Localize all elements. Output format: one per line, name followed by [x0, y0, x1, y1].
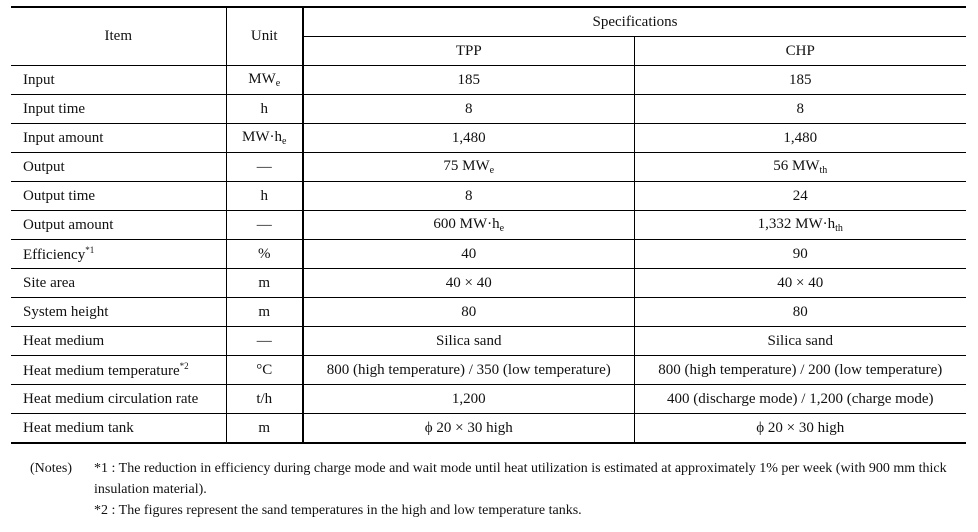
note-1-marker: *1 :	[94, 461, 116, 476]
item-cell-text: Output amount	[23, 216, 114, 233]
item-cell-footnote-mark: *1	[85, 244, 95, 255]
unit-cell-text: t/h	[256, 390, 273, 407]
chp-cell	[634, 124, 966, 153]
tpp-cell-text: ϕ 20 × 30 high	[424, 419, 513, 436]
item-cell-text: Output	[23, 158, 65, 175]
unit-cell	[226, 95, 303, 124]
chp-cell	[634, 269, 966, 298]
item-cell-text: Output time	[23, 187, 96, 204]
unit-cell	[226, 356, 303, 385]
item-cell	[11, 298, 226, 327]
unit-cell	[226, 385, 303, 414]
table-row	[11, 327, 966, 356]
unit-cell	[226, 240, 303, 269]
unit-cell	[226, 66, 303, 95]
table-row	[11, 124, 966, 153]
header-specifications: Specifications	[303, 7, 966, 37]
table-row	[11, 211, 966, 240]
chp-cell-text: ϕ 20 × 30 high	[756, 419, 845, 436]
item-cell	[11, 95, 226, 124]
tpp-cell	[303, 66, 634, 95]
item-cell-text: Heat medium temperature	[23, 362, 180, 379]
unit-cell	[226, 414, 303, 444]
chp-cell-text: 8	[796, 100, 804, 117]
table-row	[11, 95, 966, 124]
item-cell	[11, 124, 226, 153]
tpp-cell-text: 600 MW·h	[433, 216, 500, 232]
unit-cell-text: MW	[248, 71, 276, 87]
tpp-cell	[303, 298, 634, 327]
table-row	[11, 182, 966, 211]
tpp-cell-text: 1,480	[451, 129, 486, 146]
tpp-cell-text: 80	[461, 303, 477, 320]
item-cell	[11, 327, 226, 356]
table-row	[11, 298, 966, 327]
item-cell-text: Input time	[23, 100, 86, 117]
unit-cell	[226, 327, 303, 356]
chp-cell	[634, 66, 966, 95]
item-cell-text: Heat medium circulation rate	[23, 390, 199, 407]
item-cell-text: Heat medium tank	[23, 419, 134, 436]
tpp-cell	[303, 327, 634, 356]
tpp-cell	[303, 356, 634, 385]
note-1	[94, 458, 970, 500]
unit-cell-text: m	[258, 303, 271, 320]
unit-cell-text: h	[260, 187, 268, 204]
notes-label: (Notes)	[30, 461, 72, 476]
table-row	[11, 269, 966, 298]
unit-cell	[226, 269, 303, 298]
tpp-cell	[303, 385, 634, 414]
chp-cell-text: 185	[789, 71, 812, 88]
tpp-cell-text: 185	[457, 71, 480, 88]
chp-cell-text: 80	[792, 303, 808, 320]
header-tpp: TPP	[303, 37, 634, 66]
unit-cell-text: —	[256, 216, 272, 233]
tpp-cell	[303, 95, 634, 124]
unit-cell-text: °C	[256, 361, 273, 378]
item-cell	[11, 66, 226, 95]
header-unit: Unit	[226, 7, 303, 66]
table-body	[11, 66, 966, 444]
tpp-cell-subscript: e	[499, 223, 505, 234]
tpp-cell	[303, 240, 634, 269]
tpp-cell-text: 8	[465, 187, 473, 204]
tpp-cell-text: 40 × 40	[445, 274, 492, 291]
item-cell	[11, 153, 226, 182]
tpp-cell-text: Silica sand	[436, 332, 502, 349]
unit-cell	[226, 298, 303, 327]
table-row	[11, 66, 966, 95]
unit-cell-text: %	[258, 245, 271, 262]
header-item: Item	[11, 7, 226, 66]
note-2	[94, 500, 970, 521]
chp-cell	[634, 153, 966, 182]
item-cell	[11, 385, 226, 414]
unit-cell	[226, 182, 303, 211]
unit-cell-text: h	[260, 100, 268, 117]
chp-cell-text: 56 MW	[773, 158, 820, 174]
tpp-cell-text: 1,200	[451, 390, 486, 407]
chp-cell	[634, 211, 966, 240]
chp-cell	[634, 385, 966, 414]
tpp-cell	[303, 414, 634, 444]
item-cell	[11, 269, 226, 298]
item-cell-text: Input	[23, 71, 55, 88]
table-row	[11, 414, 966, 444]
specifications-table	[11, 6, 966, 444]
unit-cell	[226, 153, 303, 182]
chp-cell-text: Silica sand	[767, 332, 833, 349]
unit-cell-text: —	[256, 332, 272, 349]
chp-cell	[634, 298, 966, 327]
tpp-cell-text: 40	[461, 245, 477, 262]
header-chp: CHP	[634, 37, 966, 66]
unit-cell-text: MW·h	[242, 129, 283, 145]
unit-cell-subscript: e	[275, 78, 281, 89]
unit-cell-subscript: e	[282, 136, 287, 147]
table-row	[11, 153, 966, 182]
tpp-cell	[303, 182, 634, 211]
chp-cell-text: 1,480	[783, 129, 818, 146]
chp-cell	[634, 240, 966, 269]
chp-cell	[634, 356, 966, 385]
chp-cell	[634, 414, 966, 444]
chp-cell	[634, 182, 966, 211]
note-2-marker: *2 :	[94, 503, 116, 518]
note-1-text: The reduction in efficiency during charge mode and wait mode until heat utilization is estimated at approximately 1% per week (with 900 mm thick insulation material).	[94, 461, 947, 497]
chp-cell-text: 24	[792, 187, 808, 204]
table-row	[11, 240, 966, 269]
unit-cell	[226, 124, 303, 153]
tpp-cell	[303, 153, 634, 182]
item-cell-text: Input amount	[23, 129, 104, 146]
item-cell	[11, 240, 226, 269]
item-cell-text: Efficiency	[23, 246, 86, 263]
item-cell	[11, 356, 226, 385]
tpp-cell	[303, 211, 634, 240]
item-cell	[11, 182, 226, 211]
unit-cell	[226, 211, 303, 240]
chp-cell	[634, 327, 966, 356]
tpp-cell	[303, 124, 634, 153]
item-cell-footnote-mark: *2	[179, 360, 189, 371]
unit-cell-text: m	[258, 274, 271, 291]
chp-cell-subscript: th	[819, 165, 828, 176]
item-cell-text: Heat medium	[23, 332, 105, 349]
tpp-cell-text: 800 (high temperature) / 350 (low temperature)	[326, 361, 611, 378]
chp-cell	[634, 95, 966, 124]
table-row	[11, 356, 966, 385]
chp-cell-subscript: th	[835, 223, 843, 234]
item-cell-text: System height	[23, 303, 109, 320]
chp-cell-text: 40 × 40	[777, 274, 824, 291]
item-cell-text: Site area	[23, 274, 76, 291]
tpp-cell-subscript: e	[489, 165, 495, 176]
tpp-cell	[303, 269, 634, 298]
note-2-text: The figures represent the sand temperatures in the high and low temperature tanks.	[118, 503, 582, 518]
unit-cell-text: m	[258, 419, 271, 436]
item-cell	[11, 211, 226, 240]
tpp-cell-text: 8	[465, 100, 473, 117]
chp-cell-text: 1,332 MW·h	[757, 216, 836, 232]
chp-cell-text: 90	[792, 245, 808, 262]
table-row	[11, 385, 966, 414]
chp-cell-text: 800 (high temperature) / 200 (low temperature)	[658, 361, 943, 378]
item-cell	[11, 414, 226, 444]
unit-cell-text: —	[256, 158, 272, 175]
tpp-cell-text: 75 MW	[443, 158, 490, 174]
chp-cell-text: 400 (discharge mode) / 1,200 (charge mode)	[667, 390, 934, 407]
